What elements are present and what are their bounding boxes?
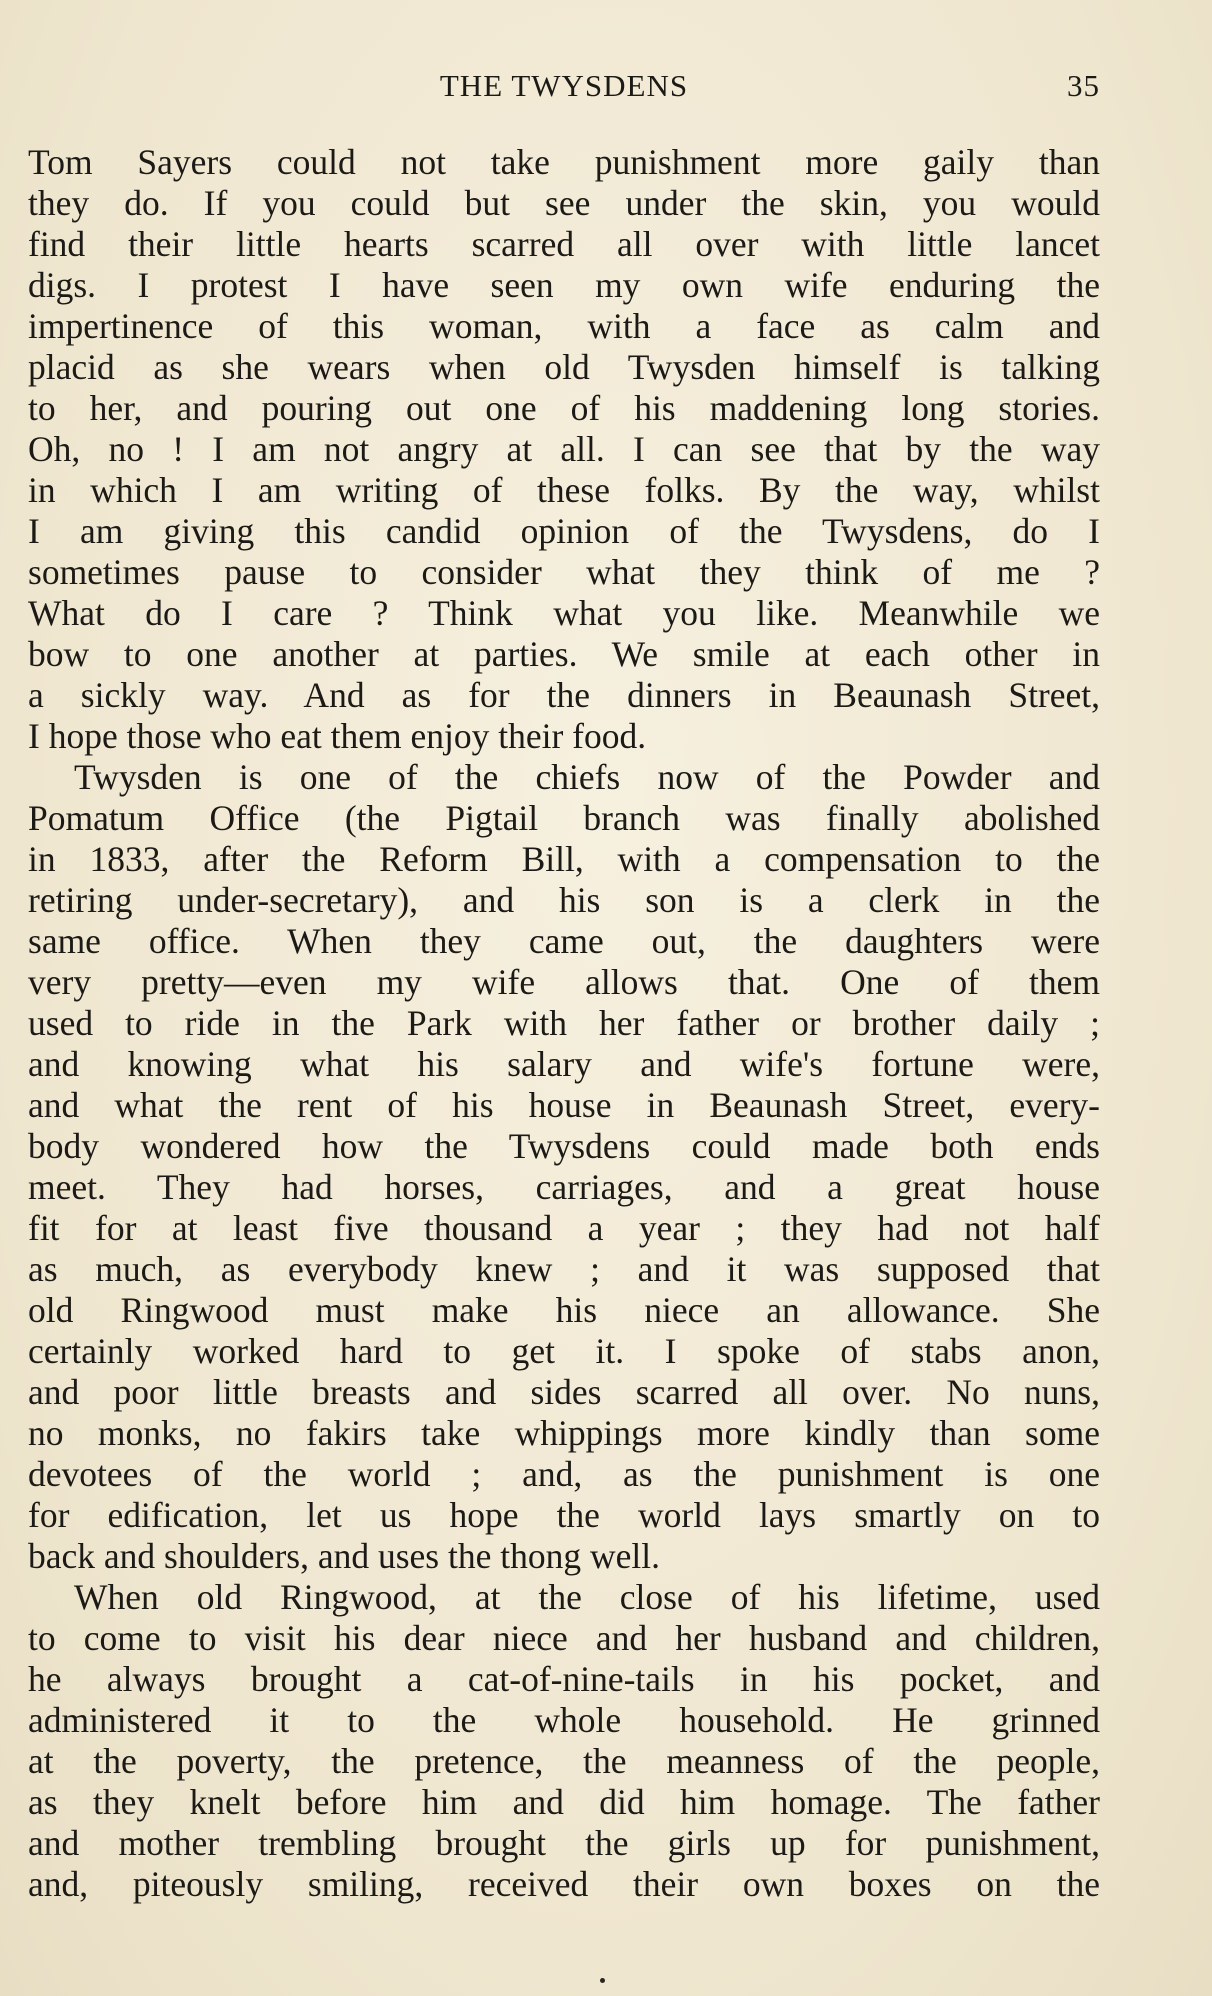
text-line: no monks, no fakirs take whippings more kindly than some [28, 1413, 1100, 1453]
text-line: retiring under-secretary), and his son is a clerk in the [28, 880, 1100, 920]
text-line: Twysden is one of the chiefs now of the Powder and [74, 757, 1100, 797]
text-line: as they knelt before him and did him homage. The father [28, 1782, 1100, 1822]
text-line: impertinence of this woman, with a face as calm and [28, 306, 1100, 346]
text-line: I am giving this candid opinion of the Twysdens, do I [28, 511, 1100, 551]
text-line: to come to visit his dear niece and her husband and children, [28, 1618, 1100, 1658]
text-line: placid as she wears when old Twysden himself is talking [28, 347, 1100, 387]
text-line: very pretty—even my wife allows that. One of them [28, 962, 1100, 1002]
text-line: sometimes pause to consider what they think of me ? [28, 552, 1100, 592]
text-line: find their little hearts scarred all over with little lancet [28, 224, 1100, 264]
text-line: old Ringwood must make his niece an allowance. She [28, 1290, 1100, 1330]
text-line: administered it to the whole household. He grinned [28, 1700, 1100, 1740]
text-line: in 1833, after the Reform Bill, with a compensation to the [28, 839, 1100, 879]
text-line: Oh, no ! I am not angry at all. I can see that by the way [28, 429, 1100, 469]
text-line: he always brought a cat-of-nine-tails in his pocket, and [28, 1659, 1100, 1699]
text-line: Tom Sayers could not take punishment more gaily than [28, 142, 1100, 182]
text-line: and what the rent of his house in Beaunash Street, every- [28, 1085, 1100, 1125]
text-line: to her, and pouring out one of his maddening long stories. [28, 388, 1100, 428]
ink-speck [600, 1978, 605, 1983]
text-line: and poor little breasts and sides scarred all over. No nuns, [28, 1372, 1100, 1412]
text-line: a sickly way. And as for the dinners in Beaunash Street, [28, 675, 1100, 715]
text-line: bow to one another at parties. We smile at each other in [28, 634, 1100, 674]
page-number: 35 [1067, 68, 1100, 103]
text-line: I hope those who eat them enjoy their food. [28, 716, 647, 756]
text-line: meet. They had horses, carriages, and a great house [28, 1167, 1100, 1207]
text-line: devotees of the world ; and, as the punishment is one [28, 1454, 1100, 1494]
text-line: What do I care ? Think what you like. Meanwhile we [28, 593, 1100, 633]
text-line: body wondered how the Twysdens could made both ends [28, 1126, 1100, 1166]
running-title: THE TWYSDENS [439, 68, 689, 103]
body-text [28, 142, 1100, 1905]
text-line: and knowing what his salary and wife's fortune were, [28, 1044, 1100, 1084]
text-line: at the poverty, the pretence, the meanness of the people, [28, 1741, 1100, 1781]
text-line: digs. I protest I have seen my own wife enduring the [28, 265, 1100, 305]
text-line: and mother trembling brought the girls up for punishment, [28, 1823, 1100, 1863]
text-line: as much, as everybody knew ; and it was supposed that [28, 1249, 1100, 1289]
text-line: used to ride in the Park with her father or brother daily ; [28, 1003, 1100, 1043]
text-line: back and shoulders, and uses the thong well. [28, 1536, 660, 1576]
text-line: Pomatum Office (the Pigtail branch was finally abolished [28, 798, 1100, 838]
text-line: certainly worked hard to get it. I spoke of stabs anon, [28, 1331, 1100, 1371]
running-head [28, 68, 1100, 112]
text-line: When old Ringwood, at the close of his lifetime, used [74, 1577, 1100, 1617]
text-line: they do. If you could but see under the skin, you would [28, 183, 1100, 223]
text-line: fit for at least five thousand a year ; they had not half [28, 1208, 1100, 1248]
text-line: and, piteously smiling, received their own boxes on the [28, 1864, 1100, 1904]
text-line: in which I am writing of these folks. By the way, whilst [28, 470, 1100, 510]
text-line: for edification, let us hope the world lays smartly on to [28, 1495, 1100, 1535]
text-line: same office. When they came out, the daughters were [28, 921, 1100, 961]
